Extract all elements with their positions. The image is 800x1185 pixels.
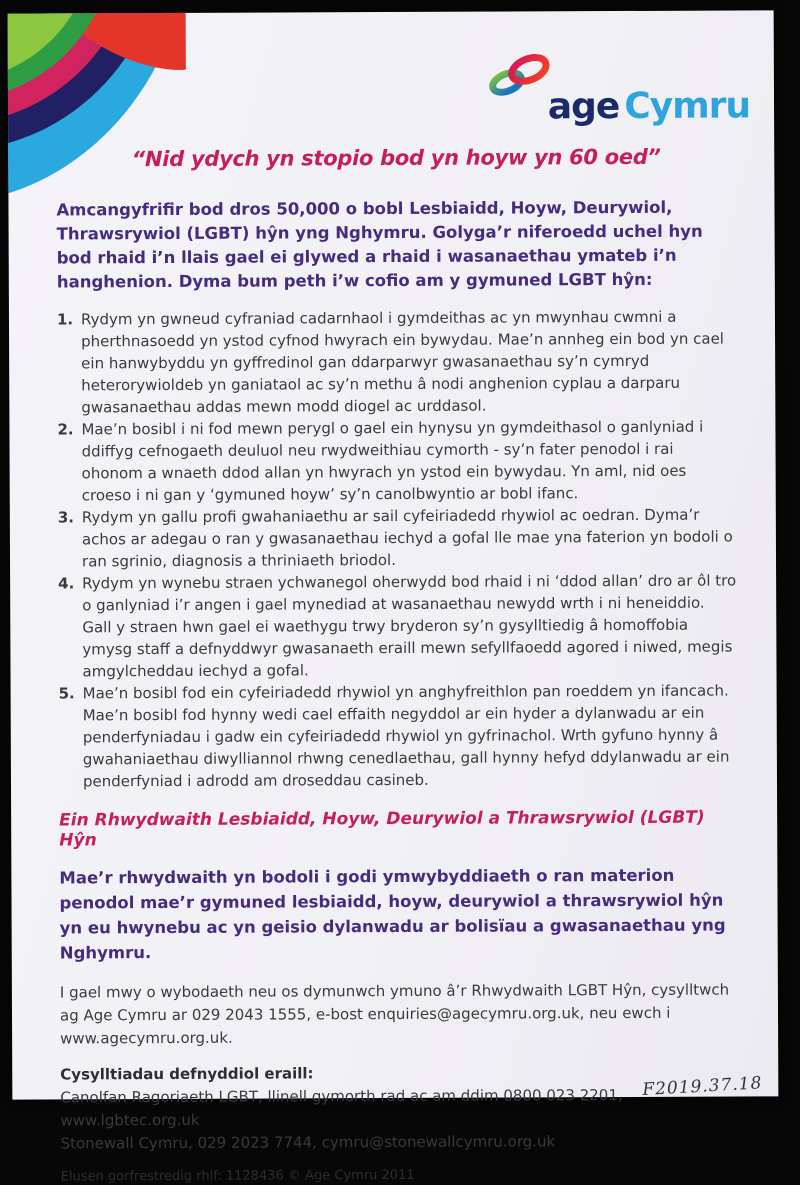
age-cymru-loop-icon — [486, 51, 556, 99]
useful-contacts-heading: Cysylltiadau defnyddiol eraill: — [60, 1064, 314, 1084]
age-cymru-logo — [486, 50, 751, 128]
list-item-number: 1. — [56, 310, 74, 329]
list-item — [57, 305, 737, 418]
useful-contact-line: Stonewall Cymru, 029 2023 7744, cymru@stonewallcymru.org.uk — [60, 1132, 556, 1153]
intro-paragraph: Amcangyfrifir bod dros 50,000 o bobl Lesbiaidd, Hoyw, Deurywiol, Thrawsrywiol (LGBT) hŷn yng Nghymru. Golyga’r niferoedd uchel hyn bod rhaid i’n llais gael ei glywed a rhaid i wasanaethau ymateb i’n hanghenion. Dyma bum peth i’w cofio am y gymuned LGBT hŷn: — [56, 197, 703, 292]
list-item-number: 3. — [57, 508, 75, 527]
logo-cymru-text: Cymru — [624, 85, 751, 127]
list-item-text: Rydym yn gallu profi gwahaniaethu ar sail cyfeiriadedd rhywiol ac oedran. Dyma’r achos ar adegau o ran y gwasanaethau iechyd a gofal lle mae yna faterion yn bodoli o ran sgrinio, diagnosis a thriniaeth briodol. — [81, 505, 733, 571]
list-item-text: Rydym yn wynebu straen ychwanegol oherwydd bod rhaid i ni ‘ddod allan’ dro ar ôl tro o ganlyniad i’r angen i gael mynediad at wasanaethau newydd wrth i ni heneiddio. Gall y straen hwn gael ei waethygu trwy bryderon sy’n gysylltiedig â homoffobia ymysg staff a defnyddwyr gwasanaeth eraill mewn sefyllfaoedd agored i niwed, megis amgylcheddau iechyd a gofal. — [82, 571, 737, 681]
list-item — [58, 503, 738, 572]
numbered-points-list — [57, 305, 739, 792]
headline-quote: “Nid ydych yn stopio bod yn hoyw yn 60 oed” — [131, 144, 661, 172]
list-item — [58, 569, 738, 682]
list-item-text: Rydym yn gwneud cyfraniad cadarnhaol i gymdeithas ac yn mwynhau cwmni a pherthnasoedd yn ystod cyfnod hwyrach ein bywydau. Mae’n annheg ein bod yn cael ein hanwybyddu yn gyffredinol gan ddarparwyr gwasanaethau sy’n cymryd heterorywioldeb yn ganiataol ac sy’n methu â nodi anghenion cyplau a darparu gwasanaethau addas mewn modd diogel ac urddasol. — [80, 307, 725, 417]
list-item-number: 4. — [58, 574, 75, 593]
useful-contact-line: Canolfan Ragoriaeth LGBT, llinell gymorth rad ac am ddim 0800 023 2201, www.lgbtec.org.uk — [60, 1086, 623, 1130]
network-paragraph: Mae’r rhwydwaith yn bodoli i godi ymwybyddiaeth o ran materion penodol mae’r gymuned lesbiaidd, hoyw, deurywiol a thrawsrywiol hŷn yn eu hwynebu ac yn geisio dylanwadu ar bolisïau a gwasanaethau yng Nghymru. — [59, 865, 726, 963]
list-item — [59, 679, 739, 792]
list-item-number: 2. — [57, 420, 74, 439]
charity-registration-footer: Elusen gorfrestredig rhif: 1128436 © Age Cymru 2011 — [60, 1167, 415, 1185]
leaflet-content — [8, 144, 779, 1184]
list-item-text: Mae’n bosibl fod ein cyfeiriadedd rhywiol yn anghyfreithlon pan roeddem yn ifancach. Mae’n bosibl fod hynny wedi cael effaith negyddol ar ein hyder a dylanwadu ar ein penderfyniadau i gadw ein cyfeiriadedd rhywiol yn gyfrinachol. Wrth gyfuno hynny â gwahaniaethau diwylliannol rhwng cenedlaethau, gall hynny hefyd ddylanwadu ar ein penderfyniad i adrodd am droseddau casineb. — [82, 681, 730, 791]
scanned-leaflet-page — [8, 10, 779, 1185]
logo-age-text: age — [547, 86, 620, 128]
list-item — [57, 415, 737, 506]
handwritten-archive-number: F2019.37.18 — [641, 1073, 763, 1101]
list-item-number: 5. — [58, 684, 75, 703]
list-item-text: Mae’n bosibl i ni fod mewn perygl o gael ein hynysu yn gymdeithasol o ganlyniad i ddiffyg cefnogaeth deuluol neu rwydweithiau cymorth - sy’n fater penodol i rai ohonom a wnaeth ddod allan yn hwyrach yn ystod ein bywydau. Yn aml, nid oes croeso i ni gan y ‘gymuned hoyw’ sy’n canolbwyntio ar bobl ifanc. — [81, 417, 704, 505]
network-heading: Ein Rhwydwaith Lesbiaidd, Hoyw, Deurywiol a Thrawsrywiol (LGBT) Hŷn — [59, 807, 705, 851]
contact-paragraph: I gael mwy o wybodaeth neu os dymunwch ymuno â’r Rhwydwaith LGBT Hŷn, cysylltwch ag Age Cymru ar 029 2043 1555, e-bost enquiries@agecymru.org.uk, neu ewch i www.agecymru.org.uk. — [59, 980, 730, 1048]
